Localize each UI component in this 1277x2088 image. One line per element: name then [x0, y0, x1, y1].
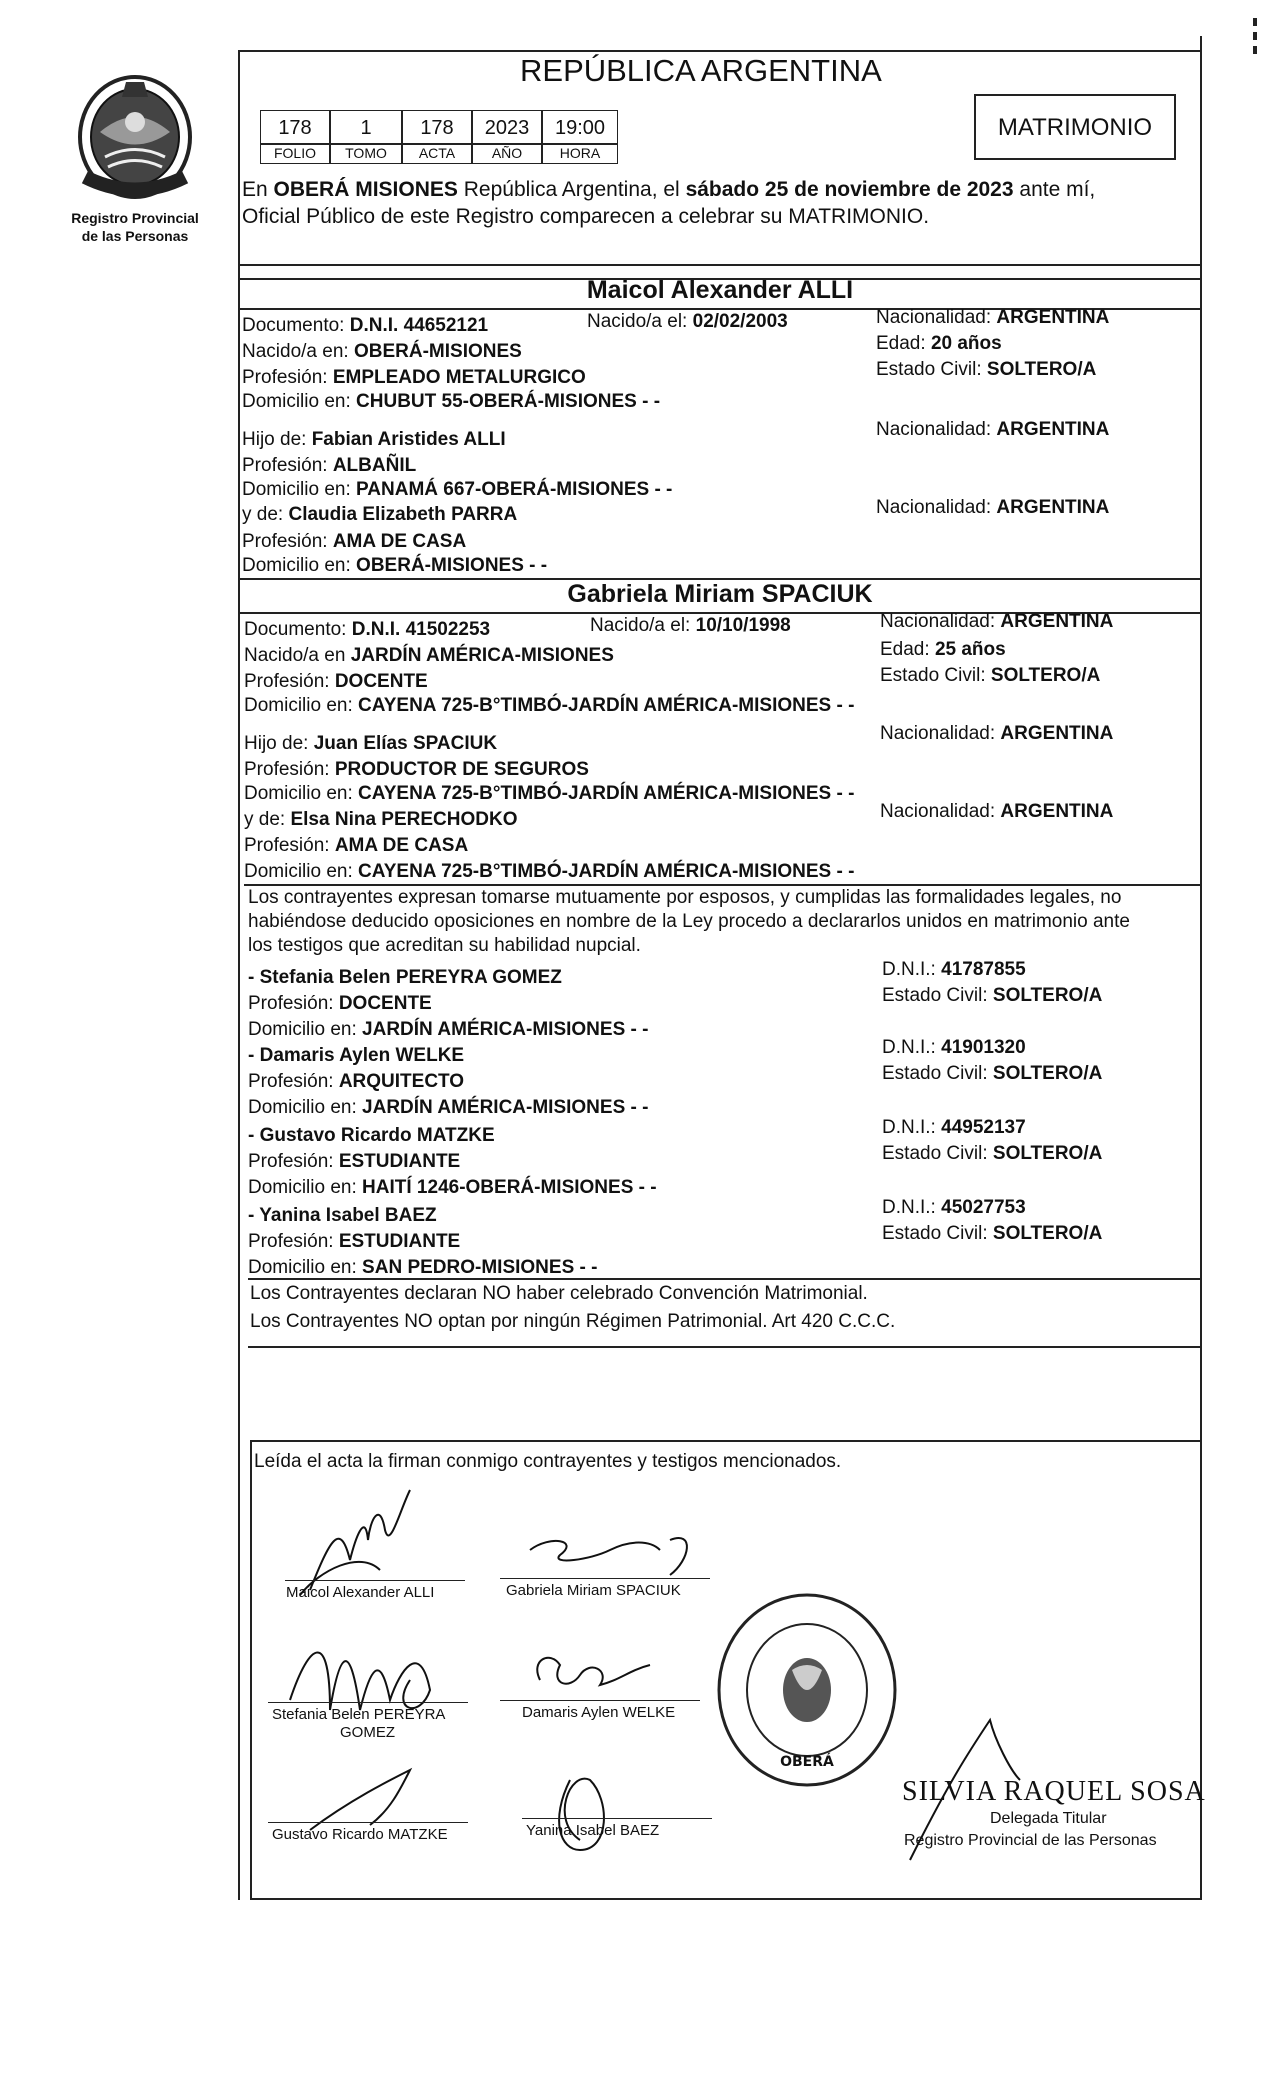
spouse1-birthplace: OBERÁ-MISIONES	[353, 341, 522, 362]
spouse2-nat: ARGENTINA	[1000, 611, 1114, 632]
hour-value: 19:00	[542, 110, 618, 144]
official-title: Delegada Titular	[990, 1810, 1107, 1827]
spouse1-mother: Claudia Elizabeth PARRA	[288, 504, 518, 525]
spouse1-nat: ARGENTINA	[996, 307, 1110, 328]
spouse1-doc: D.N.I. 44652121	[349, 315, 489, 336]
divider-6	[248, 1278, 1202, 1280]
tomo-label: TOMO	[330, 144, 402, 164]
divider-8	[250, 1440, 1202, 1442]
spouse2-father: Juan Elías SPACIUK	[313, 733, 498, 754]
signature-witness3: Gustavo Ricardo MATZKE	[272, 1826, 448, 1843]
folio-value: 178	[260, 110, 330, 144]
spouse1-civil: SOLTERO/A	[986, 359, 1097, 380]
official-seal	[712, 1590, 902, 1790]
official-name: SILVIA RAQUEL SOSA	[902, 1776, 1206, 1807]
signature-witness4: Yanina Isabel BAEZ	[526, 1822, 660, 1839]
edge-marks	[1253, 18, 1257, 58]
year-value: 2023	[472, 110, 542, 144]
intro-line-2: Oficial Público de este Registro comparecen a celebrar su MATRIMONIO.	[242, 205, 930, 228]
spouse1-prof: EMPLEADO METALURGICO	[332, 367, 586, 388]
spouse1-age: 20 años	[930, 333, 1002, 354]
logo-caption-2: de las Personas	[81, 228, 189, 244]
signature-spouse2: Gabriela Miriam SPACIUK	[506, 1582, 681, 1599]
intro-line-1: En OBERÁ MISIONES República Argentina, el sábado 25 de noviembre de 2023 ante mí,	[242, 178, 1096, 201]
spouse2-birthplace: JARDÍN AMÉRICA-MISIONES	[350, 645, 614, 666]
seal-city: OBERÁ	[780, 1754, 834, 1770]
signature-witness2: Damaris Aylen WELKE	[522, 1704, 676, 1721]
signature-spouse1: Maicol Alexander ALLI	[286, 1584, 435, 1601]
note-1: Los Contrayentes declaran NO haber celebrado Convención Matrimonial.	[250, 1283, 868, 1304]
declaration-1: Los contrayentes expresan tomarse mutuamente por esposos, y cumplidas las formalidades legales, no	[248, 887, 1122, 908]
divider-7	[248, 1346, 1202, 1348]
frame-bottom-left	[250, 1440, 252, 1900]
registry-logo	[60, 62, 210, 247]
signature-witness1-b: GOMEZ	[340, 1724, 395, 1741]
declaration-3: los testigos que acreditan su habilidad nupcial.	[248, 935, 641, 956]
act-type: MATRIMONIO	[997, 114, 1153, 141]
logo-caption-1: Registro Provincial	[71, 210, 199, 226]
intro-place: OBERÁ MISIONES	[273, 178, 458, 201]
frame-top	[238, 50, 1202, 52]
divider-1	[238, 264, 1202, 266]
provincial-seal-icon	[60, 62, 210, 202]
declaration-2: habiéndose deducido oposiciones en nombre de la Ley procedo a declararlos unidos en matrimonio ante	[248, 911, 1130, 932]
official-org: Registro Provincial de las Personas	[904, 1832, 1157, 1849]
spouse2-doc: D.N.I. 41502253	[351, 619, 491, 640]
spouse1-born: 02/02/2003	[692, 311, 788, 332]
spouse2-born: 10/10/1998	[695, 615, 791, 636]
page-title: REPÚBLICA ARGENTINA	[520, 53, 882, 88]
signature-witness1: Stefania Belen PEREYRA	[272, 1706, 446, 1723]
spouse2-name: Gabriela Miriam SPACIUK	[567, 580, 873, 608]
folio-label: FOLIO	[260, 144, 330, 164]
spouse2-age: 25 años	[934, 639, 1006, 660]
intro-date: sábado 25 de noviembre de 2023	[685, 178, 1014, 201]
document-frame-right	[1200, 36, 1202, 1900]
document-frame-left	[238, 50, 240, 1900]
note-2: Los Contrayentes NO optan por ningún Régimen Patrimonial. Art 420 C.C.C.	[250, 1311, 896, 1332]
signatures-intro: Leída el acta la firman conmigo contrayentes y testigos mencionados.	[254, 1451, 842, 1472]
delegation-stamp-icon	[712, 1590, 902, 1790]
spouse2-prof: DOCENTE	[334, 671, 428, 692]
spouse1-addr: CHUBUT 55-OBERÁ-MISIONES - -	[356, 391, 661, 412]
acta-value: 178	[402, 110, 472, 144]
frame-bottom	[250, 1898, 1202, 1900]
acta-label: ACTA	[402, 144, 472, 164]
spouse1-father: Fabian Aristides ALLI	[311, 429, 506, 450]
spouse2-addr: CAYENA 725-B°TIMBÓ-JARDÍN AMÉRICA-MISIONES - -	[358, 695, 855, 716]
year-label: AÑO	[472, 144, 542, 164]
act-type-box	[974, 94, 1176, 160]
hour-label: HORA	[542, 144, 618, 164]
spouse2-mother: Elsa Nina PERECHODKO	[290, 809, 518, 830]
spouse1-name: Maicol Alexander ALLI	[586, 276, 854, 304]
spouse2-civil: SOLTERO/A	[990, 665, 1101, 686]
tomo-value: 1	[330, 110, 402, 144]
